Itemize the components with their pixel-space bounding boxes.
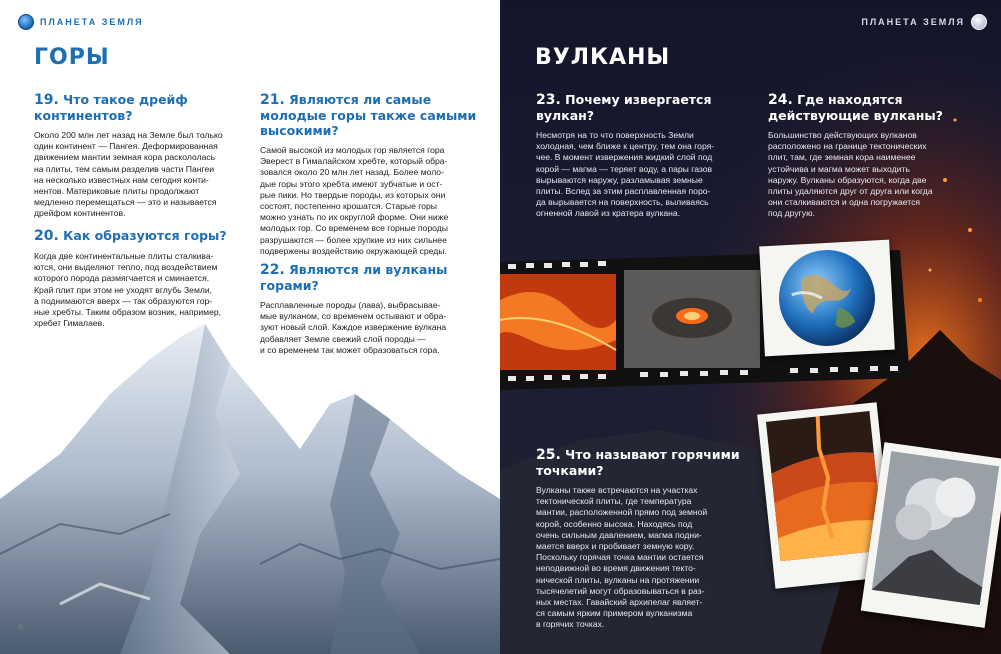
text-line: корой — магма — теряет воду, а пары газов [536,163,713,174]
text-line: зовался около 20 млн лет назад. Более моло- [260,167,444,178]
text-line: Несмотря на то что поверхность Земли [536,130,694,140]
question-21 [260,92,480,257]
question-23-number: 23. [536,92,561,108]
text-line: один континент — Пангея. Деформированная [34,141,218,152]
text-line: молодых гор. Со временем все горные породы [260,223,448,234]
question-21-heading [260,92,480,138]
question-20-title: Как образуются горы? [63,228,227,243]
question-25-title: Что называют горячими точками? [536,447,740,478]
question-19-text [34,130,249,220]
question-20 [34,228,249,329]
question-25 [536,447,751,631]
question-20-number: 20. [34,228,59,244]
mountain-image [0,324,500,654]
text-line: мантии, расположенной прямо под земной [536,507,708,518]
text-line: добавляет Земле свежий слой породы — [260,333,426,344]
text-line: на несколько известных нам сегодня конти- [34,174,209,185]
text-line: подвержены воздействию окружающей среды. [260,245,447,256]
text-line: вырываются наружу, разламывая земные [536,174,703,185]
question-22-title: Являются ли вулканы горами? [260,262,448,293]
question-24 [768,92,983,220]
text-line: которого порода размягчается и сминается. [34,273,210,284]
question-24-text [768,130,983,220]
question-20-heading [34,228,249,244]
earth-globe-image [759,240,895,357]
question-19-title: Что такое дрейф континентов? [34,92,188,123]
text-line: ются, они выделяют тепло, под воздействием [34,262,218,273]
text-line: ся самым ярким примером вулканизма [536,608,693,619]
question-24-heading [768,92,983,123]
text-line: дые горы этого хребта имеют зубчатые и ост- [260,178,443,189]
text-line: рые пики. Но твердые породы, из которых они [260,189,446,200]
text-line: Расплавленные породы (лава), выбрасывае- [260,300,441,310]
question-23-title: Почему извергается вулкан? [536,92,712,123]
text-line: устойчива и магма может выходить [768,163,910,174]
globe-icon [18,14,34,30]
question-23 [536,92,751,220]
text-line: хребет Гималаев. [34,318,105,329]
text-line: корой, особенно высока. Находясь под [536,518,693,529]
text-line: зуют новый слой. Каждое извержение вулкана [260,322,447,333]
text-line: тектонической плиты, где температура [536,496,692,507]
text-line: ных местах. Гавайский архипелаг являет- [536,597,703,608]
text-line: Когда две континентальные плиты сталкива- [34,251,214,261]
text-line: Эверест в Гималайском хребте, который обра- [260,156,448,167]
eruption-photo-card [861,442,1001,628]
left-page [0,0,500,654]
text-line: да вырывается на поверхность, выливаясь [536,197,709,208]
text-line: на плиты, тем самым разделив части Пангеи [34,163,215,174]
text-line: Около 200 млн лет назад на Земле был только [34,130,223,140]
earth-photo-card [759,240,895,357]
text-line: движением мантии земная кора раскололась [34,152,216,163]
question-20-text [34,251,249,329]
text-line: и со временем так может образоваться гора. [260,344,440,355]
text-line: расположено на границе тектонических [768,141,927,152]
text-line: тысячелетий могут образовываться в раз- [536,585,705,596]
text-line: ные хребты. Таким образом возник, например, [34,307,222,318]
text-line: неподвижной во время движения текто- [536,563,696,574]
eruption-image [861,442,1001,628]
text-line: в горячих точках. [536,619,605,630]
question-25-number: 25. [536,447,561,463]
question-21-number: 21. [260,92,285,108]
page-number: 8 [18,622,24,632]
text-line: состоят, постепенно крошатся. Старые горы [260,201,437,212]
section-title-volcanoes: ВУЛКАНЫ [535,45,671,70]
text-line: нической плиты, вулканы на протяжении [536,574,700,585]
question-21-text [260,145,480,257]
text-line: холодная, чем ближе к центру, тем она горя- [536,141,715,152]
text-line: можно узнать по их округлой форме. Они ниже [260,212,449,223]
section-title-mountains: ГОРЫ [34,45,110,70]
question-25-heading [536,447,751,478]
left-page-header [18,14,144,30]
text-line: дрейфом континентов. [34,208,126,219]
text-line: Самой высокой из молодых гор является гора [260,145,445,155]
question-23-heading [536,92,751,123]
question-19-heading [34,92,249,123]
question-24-number: 24. [768,92,793,108]
text-line: мается вверх и пробивает земную кору. [536,541,695,552]
text-line: чее. В момент извержения жидкий слой под [536,152,713,163]
text-line: плиты. Вслед за этим расплавленная поро- [536,186,711,197]
question-19 [34,92,249,220]
question-21-title: Являются ли самые молодые горы также самыми высокими? [260,92,477,138]
question-24-title: Где находятся действующие вулканы? [768,92,943,123]
left-brand-label: ПЛАНЕТА ЗЕМЛЯ [40,17,144,27]
question-19-number: 19. [34,92,59,108]
text-line: Большинство действующих вулканов [768,130,917,140]
film-strip [500,250,1001,390]
text-line: огненной лавой из кратера вулкана. [536,208,681,219]
text-line: Поскольку горячая точка мантии остается [536,552,704,563]
text-line: они сталкиваются и одна погружается [768,197,921,208]
question-22-heading [260,262,480,293]
text-line: мые вулканом, со временем остывают и обра- [260,311,447,322]
text-line: медленно перемещаться — это и называется [34,197,217,208]
text-line: плиты удаляются друг от друга или когда [768,186,933,197]
question-23-text [536,130,751,220]
question-22-number: 22. [260,262,285,278]
question-25-text [536,485,751,631]
text-line: разрушаются — более хрупкие из них сильнее [260,234,447,245]
text-line: плит, там, где земная кора наименее [768,152,916,163]
text-line: под другую. [768,208,815,219]
text-line: нентов. Материковые плиты продолжают [34,186,200,197]
text-line: а поднимаются вверх — так образуются гор- [34,295,213,306]
text-line: наружу. Вулканы образуются, когда две [768,174,927,185]
text-line: очень сильным давлением, магма подни- [536,529,702,540]
text-line: Край плит при этом не уходят вглубь Земли, [34,284,213,295]
text-line: Вулканы также встречаются на участках [536,485,698,495]
right-page [500,0,1001,654]
